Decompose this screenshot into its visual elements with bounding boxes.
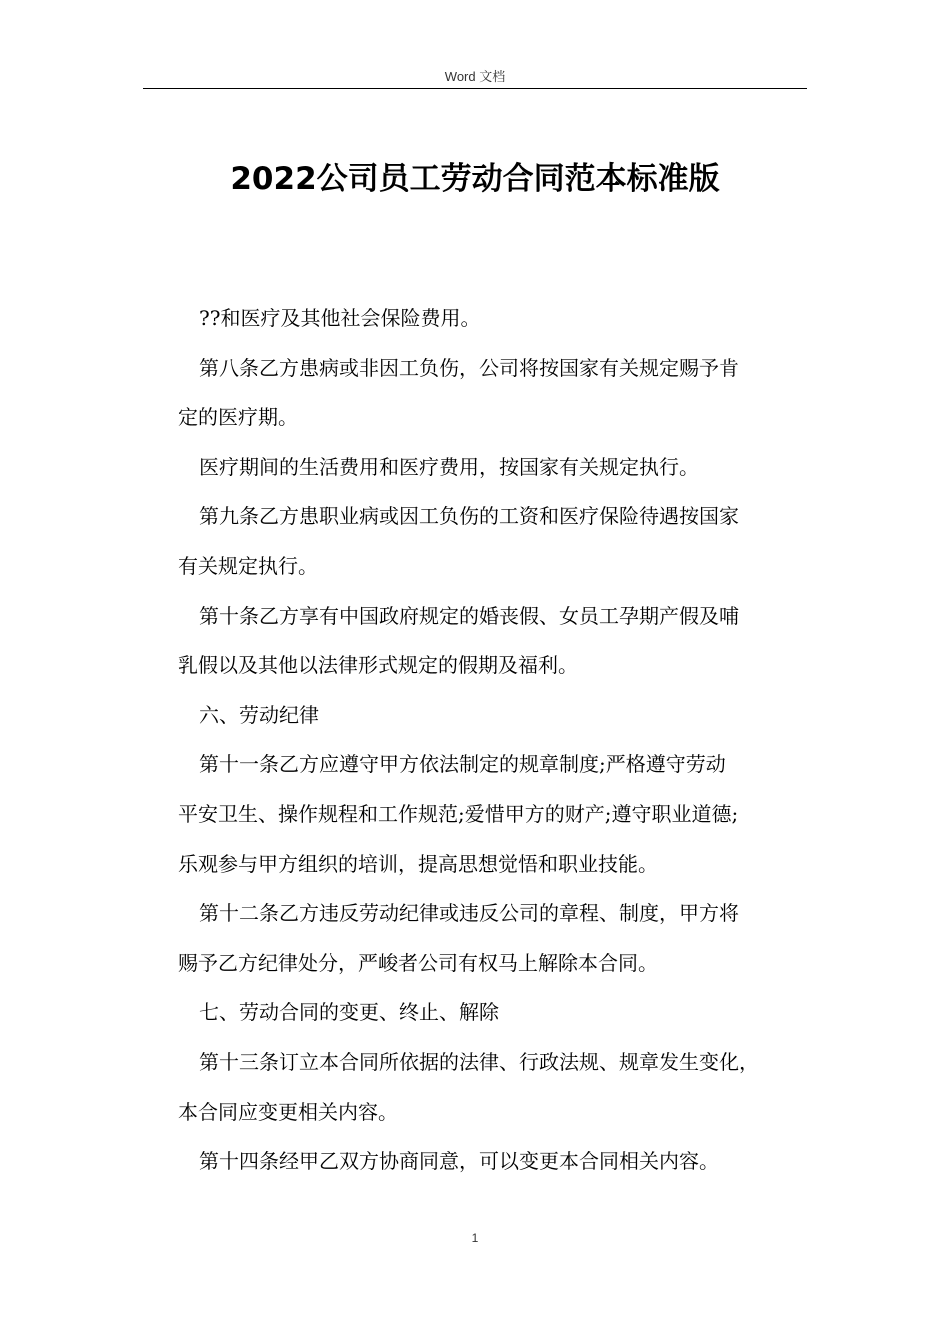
document-body bbox=[178, 294, 808, 1187]
header-divider bbox=[143, 88, 807, 89]
paragraph-line: 第九条乙方患职业病或因工负伤的工资和医疗保险待遇按国家 bbox=[199, 504, 739, 529]
paragraph-line: 医疗期间的生活费用和医疗费用，按国家有关规定执行。 bbox=[199, 454, 699, 479]
paragraph-line: 有关规定执行。 bbox=[178, 553, 318, 578]
document-title: 2022公司员工劳动合同范本标准版 bbox=[230, 161, 720, 197]
paragraph-line: 乐观参与甲方组织的培训，提高思想觉悟和职业技能。 bbox=[178, 851, 658, 876]
paragraph-line: 赐予乙方纪律处分，严峻者公司有权马上解除本合同。 bbox=[178, 950, 658, 975]
paragraph-line: 平安卫生、操作规程和工作规范;爱惜甲方的财产;遵守职业道德; bbox=[178, 801, 739, 826]
section-heading: 六、劳动纪律 bbox=[199, 702, 319, 727]
page-header: Word 文档 bbox=[444, 69, 506, 84]
paragraph-line: 第十一条乙方应遵守甲方依法制定的规章制度;严格遵守劳动 bbox=[199, 752, 726, 777]
paragraph-line: ??和医疗及其他社会保险费用。 bbox=[199, 306, 481, 330]
paragraph-line: 第十三条订立本合同所依据的法律、行政法规、规章发生变化， bbox=[199, 1049, 759, 1074]
page-number: 1 bbox=[471, 1231, 479, 1245]
section-heading: 七、劳动合同的变更、终止、解除 bbox=[199, 1000, 499, 1025]
paragraph-line: 定的医疗期。 bbox=[178, 405, 298, 430]
paragraph-line: 乳假以及其他以法律形式规定的假期及福利。 bbox=[178, 653, 578, 678]
paragraph-line: 第八条乙方患病或非因工负伤，公司将按国家有关规定赐予肯 bbox=[199, 355, 739, 380]
paragraph-line: 第十四条经甲乙双方协商同意，可以变更本合同相关内容。 bbox=[199, 1149, 719, 1174]
paragraph-line: 第十条乙方享有中国政府规定的婚丧假、女员工孕期产假及哺 bbox=[199, 603, 739, 628]
paragraph-line: 第十二条乙方违反劳动纪律或违反公司的章程、制度，甲方将 bbox=[199, 901, 739, 926]
paragraph-line: 本合同应变更相关内容。 bbox=[178, 1099, 398, 1124]
